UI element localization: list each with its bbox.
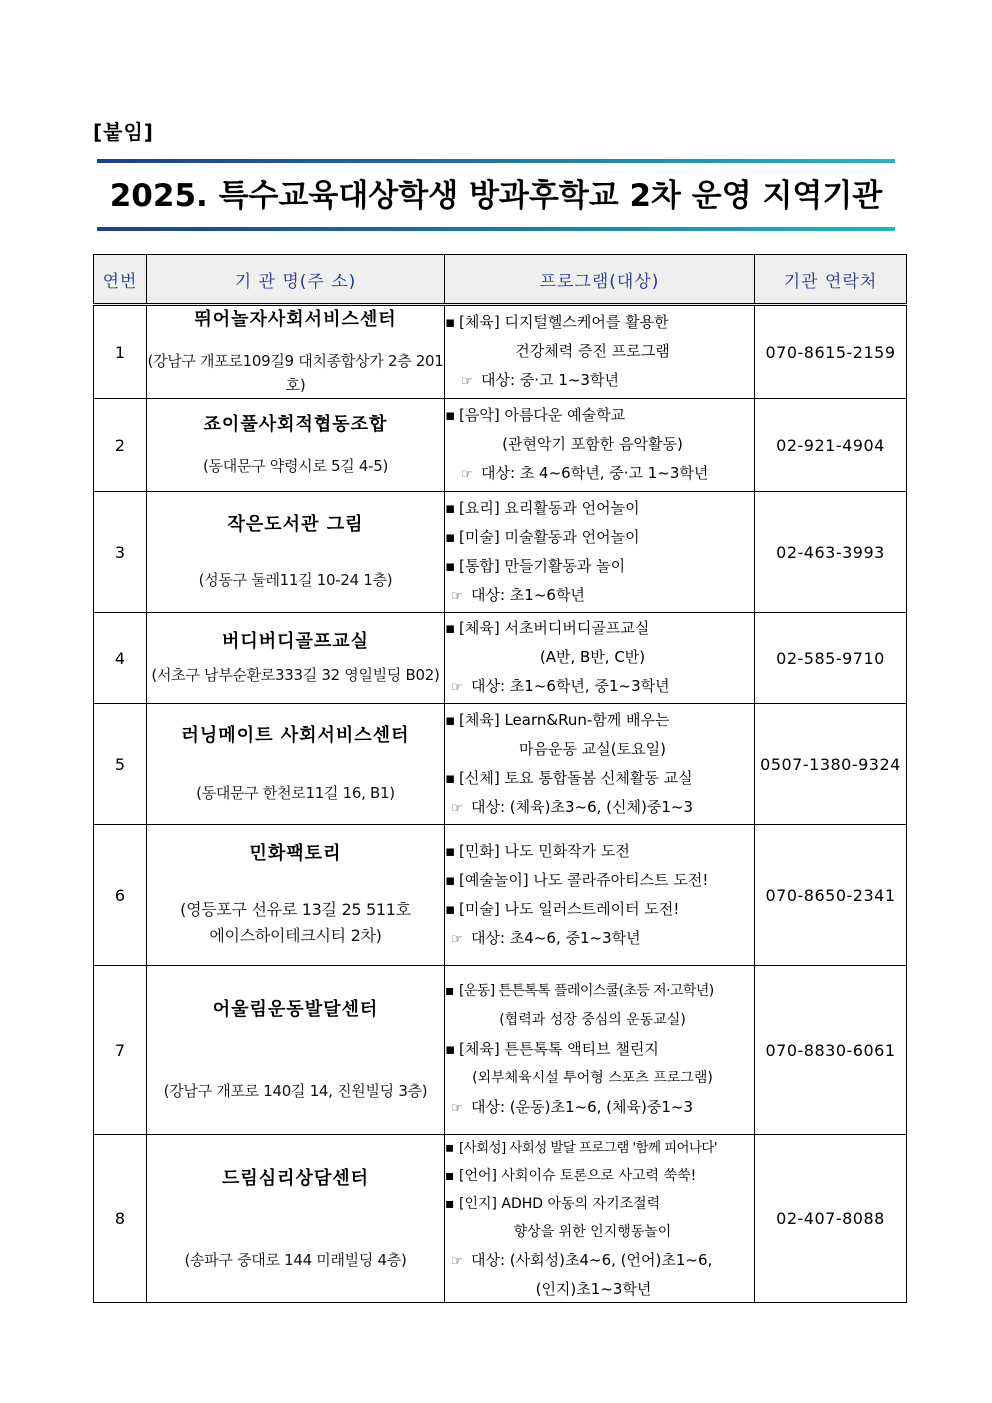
table-row — [94, 305, 907, 399]
bullet-icon: ▪ — [445, 619, 456, 637]
org-address: (강남구 개포로109길9 대치종합상가 2층 201호) — [147, 352, 444, 394]
org-address: (동대문구 약령시로 5길 4-5) — [202, 457, 389, 475]
program-item-continued: (협력과 성장 중심의 운동교실) — [499, 1012, 686, 1028]
table-row — [94, 399, 907, 492]
org-name: 러닝메이트 사회서비스센터 — [181, 725, 410, 746]
program-item: [예술놀이] 나도 콜라쥬아티스트 도전! — [459, 870, 709, 889]
org-address: (강남구 개포로 140길 14, 진원빌딩 3층) — [163, 1082, 428, 1100]
row-number: 8 — [94, 1135, 147, 1303]
org-cell — [147, 613, 445, 704]
program-cell — [445, 704, 755, 825]
program-item: [통합] 만들기활동과 놀이 — [459, 556, 626, 575]
program-item-continued: (외부체육시설 투어형 스포츠 프로그램) — [472, 1070, 713, 1086]
program-cell — [445, 825, 755, 966]
row-number: 4 — [94, 613, 147, 704]
program-item: [민화] 나도 민화작가 도전 — [459, 841, 630, 860]
bullet-icon: ▪ — [445, 870, 456, 889]
program-item: [신체] 토요 통합돌봄 신체활동 교실 — [459, 768, 693, 787]
table-row — [94, 1135, 907, 1303]
org-name: 죠이풀사회적협동조합 — [203, 414, 388, 435]
row-number: 5 — [94, 704, 147, 825]
title-bar-bottom — [97, 227, 895, 231]
bullet-icon: ▪ — [445, 1140, 454, 1156]
org-cell — [147, 966, 445, 1135]
bullet-icon: ▪ — [445, 1040, 456, 1058]
program-item: [사회성] 사회성 발달 프로그램 '함께 피어나다' — [459, 1140, 717, 1156]
org-name: 어울림운동발달센터 — [212, 999, 379, 1020]
pointing-hand-icon: ☞ — [451, 1254, 463, 1269]
pointing-hand-icon: ☞ — [461, 374, 473, 389]
contact-phone: 070-8830-6061 — [755, 966, 907, 1135]
program-item: [체육] 튼튼톡톡 액티브 챌린지 — [459, 1040, 659, 1058]
bullet-icon: ▪ — [445, 1196, 455, 1212]
pointing-hand-icon: ☞ — [451, 588, 463, 604]
program-item: [체육] 디지털헬스케어를 활용한 — [459, 313, 669, 331]
org-cell — [147, 825, 445, 966]
pointing-hand-icon: ☞ — [451, 1101, 463, 1116]
program-target-continued: (인지)초1~3학년 — [535, 1280, 652, 1298]
program-item: [언어] 사회이슈 토론으로 사고력 쑥쑥! — [459, 1168, 697, 1184]
header-org: 기 관 명(주 소) — [147, 255, 445, 305]
org-name: 작은도서관 그림 — [227, 514, 364, 535]
contact-phone: 0507-1380-9324 — [755, 704, 907, 825]
program-item-continued: 건강체력 증진 프로그램 — [515, 342, 670, 360]
row-number: 7 — [94, 966, 147, 1135]
org-cell — [147, 305, 445, 399]
org-cell — [147, 492, 445, 613]
org-name: 뛰어놀자사회서비스센터 — [194, 309, 397, 330]
program-item: [미술] 나도 일러스트레이터 도전! — [459, 899, 680, 918]
program-cell — [445, 1135, 755, 1303]
row-number: 2 — [94, 399, 147, 492]
org-name: 버디버디골프교실 — [221, 631, 370, 652]
pointing-hand-icon: ☞ — [451, 931, 463, 947]
bullet-icon: ▪ — [445, 841, 456, 860]
org-address: (영등포구 선유로 13길 25 511호 — [180, 900, 411, 919]
pointing-hand-icon: ☞ — [451, 800, 463, 816]
table-row — [94, 492, 907, 613]
table-row — [94, 825, 907, 966]
program-cell — [445, 305, 755, 399]
bullet-icon: ▪ — [445, 313, 456, 331]
program-cell — [445, 492, 755, 613]
program-item: [요리] 요리활동과 언어놀이 — [459, 498, 640, 517]
program-cell — [445, 966, 755, 1135]
table-row — [94, 613, 907, 704]
contact-phone: 070-8650-2341 — [755, 825, 907, 966]
org-address: (서초구 남부순환로333길 32 영일빌딩 B02) — [151, 666, 440, 684]
program-item-continued: (A반, B반, C반) — [539, 648, 646, 666]
table-row — [94, 704, 907, 825]
bullet-icon: ▪ — [445, 710, 456, 729]
program-target: 대상: 중·고 1~3학년 — [481, 371, 619, 389]
program-target: 대상: 초1~6학년, 중1~3학년 — [471, 677, 670, 695]
title-bar-top — [97, 159, 895, 163]
program-target: 대상: (운동)초1~6, (체육)중1~3 — [471, 1098, 693, 1116]
program-item: [음악] 아름다운 예술학교 — [459, 406, 626, 424]
org-address: (송파구 중대로 144 미래빌딩 4층) — [184, 1250, 407, 1269]
contact-phone: 02-921-4904 — [755, 399, 907, 492]
row-number: 1 — [94, 305, 147, 399]
program-target: 대상: 초 4~6학년, 중·고 1~3학년 — [481, 464, 709, 482]
program-item: [체육] 서초버디버디골프교실 — [459, 619, 650, 637]
bullet-icon: ▪ — [445, 899, 456, 918]
table-row — [94, 966, 907, 1135]
header-no: 연번 — [94, 255, 147, 305]
contact-phone: 02-463-3993 — [755, 492, 907, 613]
row-number: 3 — [94, 492, 147, 613]
program-target: 대상: (사회성)초4~6, (언어)초1~6, — [471, 1251, 713, 1269]
org-name: 민화팩토리 — [249, 843, 342, 864]
org-address: (성동구 둘레11길 10-24 1층) — [198, 571, 393, 589]
program-target: 대상: (체육)초3~6, (신체)중1~3 — [471, 797, 693, 816]
program-item: [체육] Learn&Run-함께 배우는 — [459, 710, 670, 729]
program-item: [운동] 튼튼톡톡 플레이스쿨(초등 저·고학년) — [459, 983, 714, 999]
org-cell — [147, 1135, 445, 1303]
institution-table — [93, 254, 907, 1303]
attachment-label: [붙임] — [93, 120, 154, 144]
org-name: 드림심리상담센터 — [221, 1167, 370, 1189]
contact-phone: 02-585-9710 — [755, 613, 907, 704]
org-address-line2: 에이스하이테크시티 2차) — [209, 926, 382, 945]
header-contact: 기관 연락처 — [755, 255, 907, 305]
contact-phone: 02-407-8088 — [755, 1135, 907, 1303]
program-item: [미술] 미술활동과 언어놀이 — [459, 527, 640, 546]
bullet-icon: ▪ — [445, 406, 456, 424]
header-program: 프로그램(대상) — [445, 255, 755, 305]
bullet-icon: ▪ — [445, 527, 456, 546]
pointing-hand-icon: ☞ — [451, 680, 463, 695]
bullet-icon: ▪ — [445, 983, 454, 999]
row-number: 6 — [94, 825, 147, 966]
table-header-row — [94, 255, 907, 305]
program-item-continued: 마음운동 교실(토요일) — [519, 739, 666, 758]
org-cell — [147, 399, 445, 492]
bullet-icon: ▪ — [445, 1168, 455, 1184]
program-item: [인지] ADHD 아동의 자기조절력 — [459, 1196, 661, 1212]
contact-phone: 070-8615-2159 — [755, 305, 907, 399]
bullet-icon: ▪ — [445, 498, 456, 517]
program-target: 대상: 초4~6, 중1~3학년 — [471, 928, 641, 947]
program-item-continued: (관현악기 포함한 음악활동) — [502, 435, 683, 453]
program-cell — [445, 399, 755, 492]
pointing-hand-icon: ☞ — [461, 467, 473, 482]
org-address: (동대문구 한천로11길 16, B1) — [196, 784, 395, 802]
org-cell — [147, 704, 445, 825]
bullet-icon: ▪ — [445, 556, 456, 575]
program-target: 대상: 초1~6학년 — [471, 585, 585, 604]
program-cell — [445, 613, 755, 704]
program-item-continued: 향상을 위한 인지행동놀이 — [513, 1224, 672, 1240]
bullet-icon: ▪ — [445, 768, 456, 787]
page-title: 2025. 특수교육대상학생 방과후학교 2차 운영 지역기관 — [109, 178, 883, 214]
